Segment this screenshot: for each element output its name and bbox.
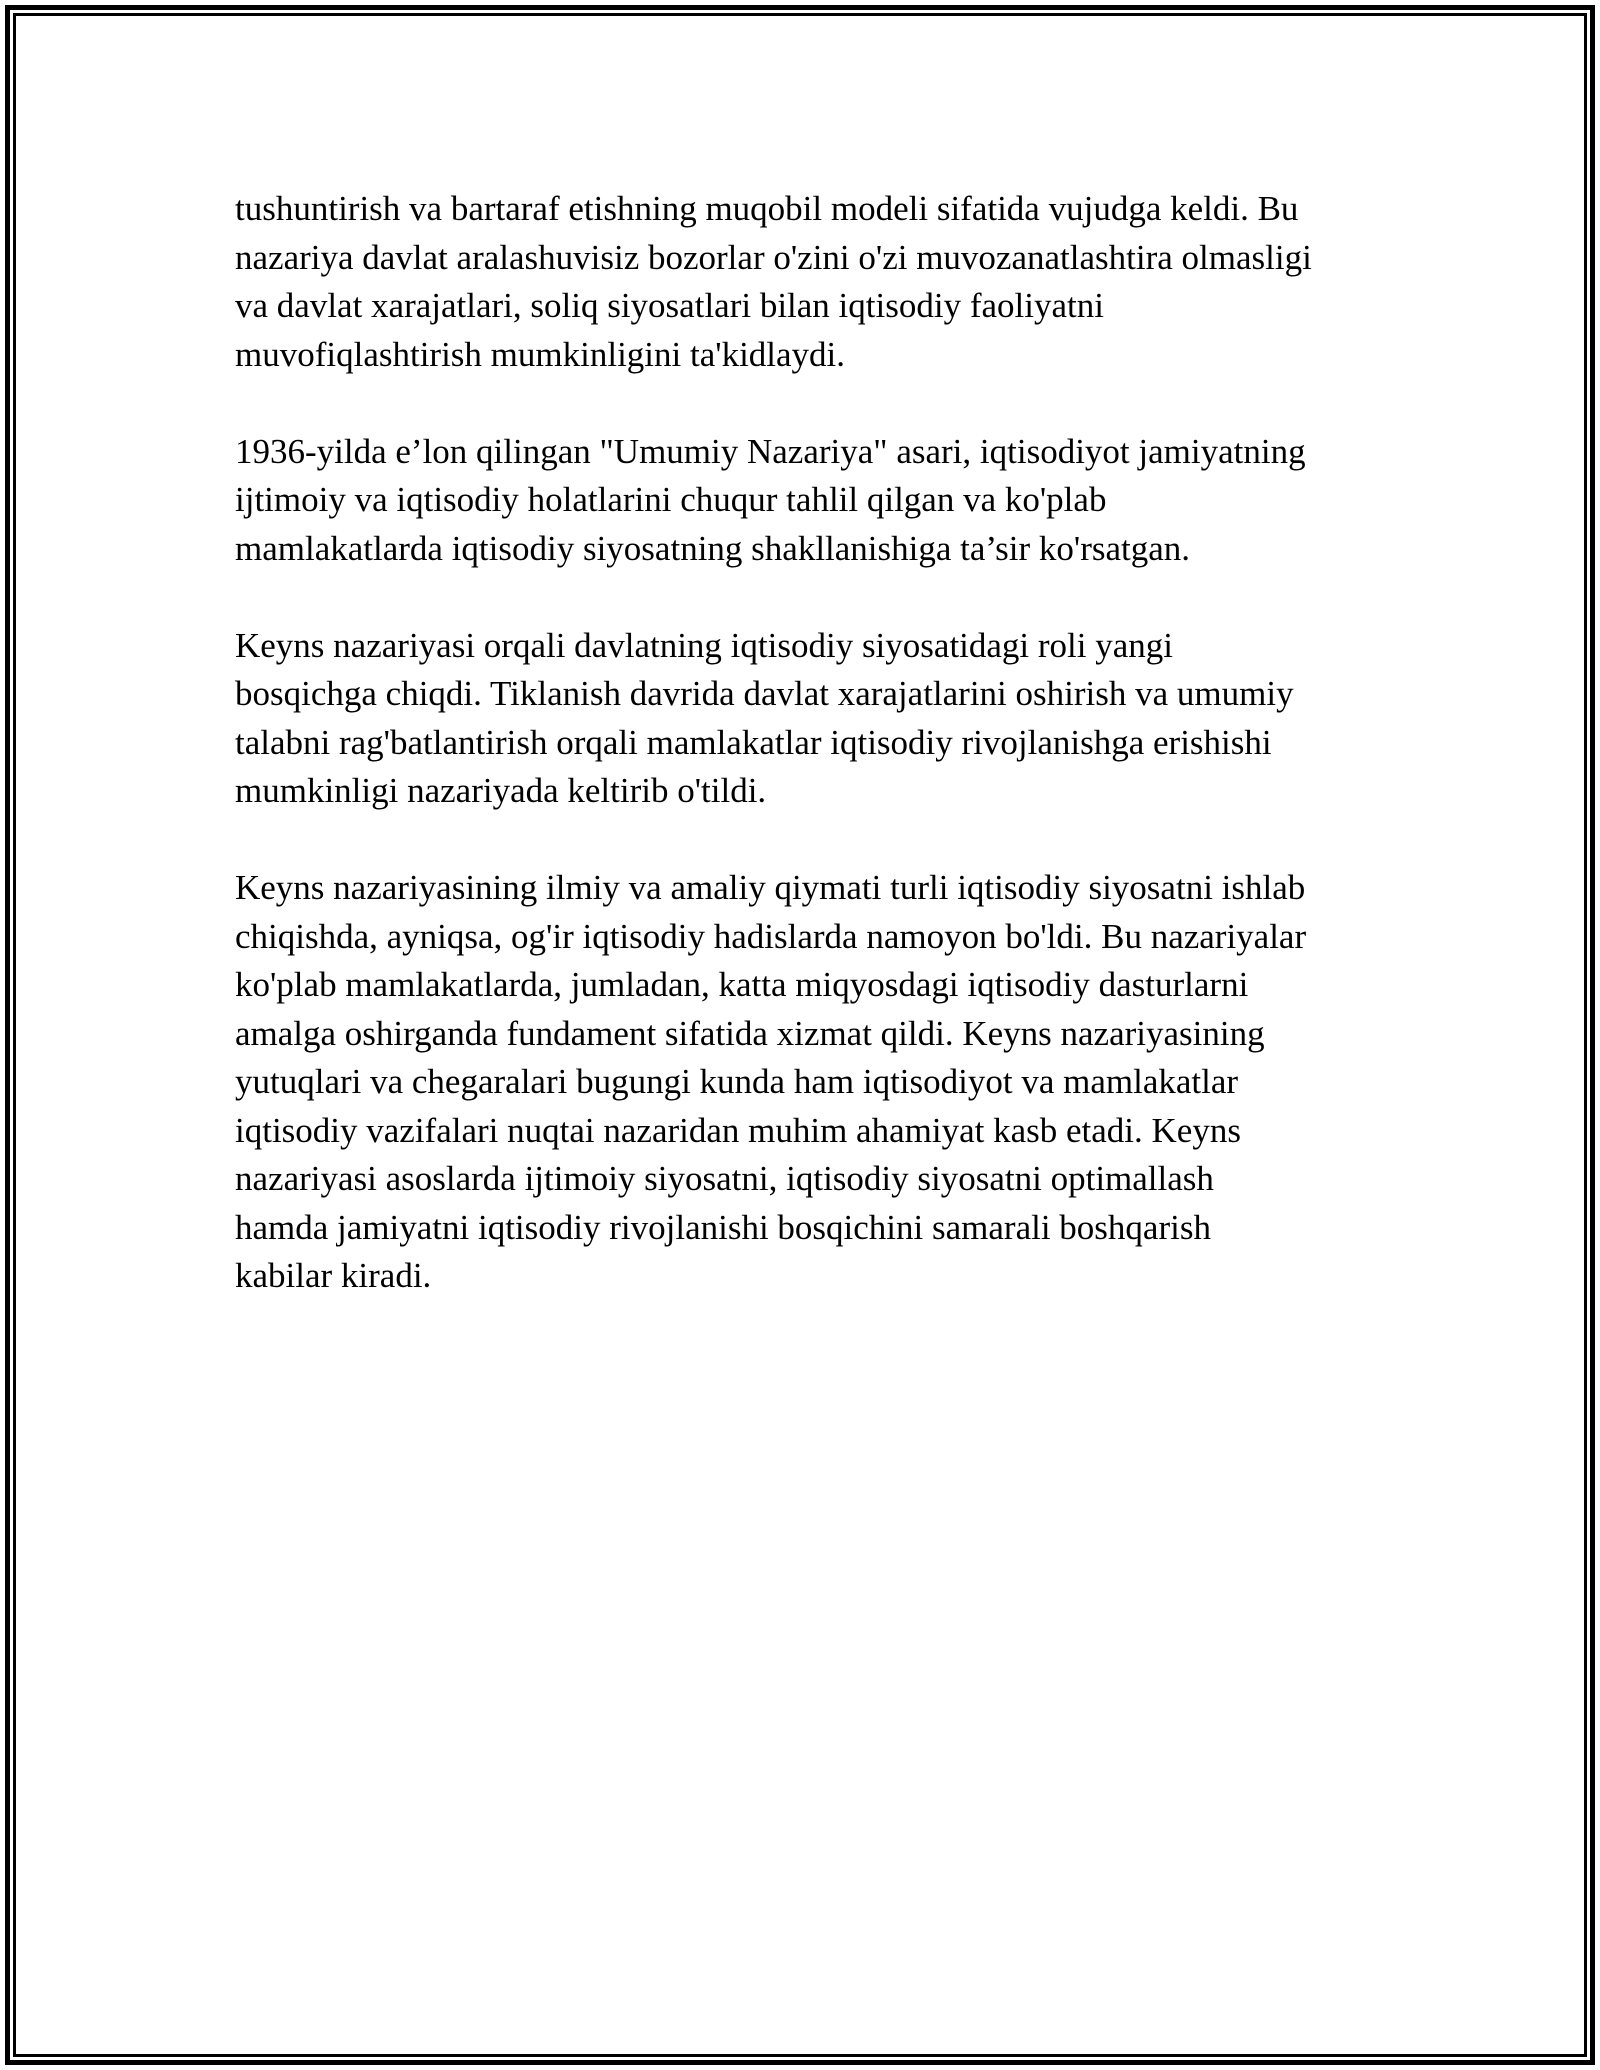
text-line: hamda jamiyatni iqtisodiy rivojlanishi bosqichini samarali boshqarish — [235, 1207, 1211, 1247]
text-line: amalga oshirganda fundament sifatida xizmat qildi. Keyns nazariyasining — [235, 1013, 1265, 1053]
text-line: mamlakatlarda iqtisodiy siyosatning shakllanishiga ta’sir ko'rsatgan. — [235, 528, 1191, 568]
text-line: ijtimoiy va iqtisodiy holatlarini chuqur tahlil qilgan va ko'plab — [235, 480, 1107, 519]
text-line: iqtisodiy vazifalari nuqtai nazaridan muhim ahamiyat kasb etadi. Keyns — [235, 1110, 1241, 1150]
paragraph-1 — [235, 185, 1395, 379]
text-line: talabni rag'batlantirish orqali mamlakatlar iqtisodiy rivojlanishga erishishi — [235, 722, 1272, 762]
paragraph-4 — [235, 864, 1395, 1301]
text-line: tushuntirish va bartaraf etishning muqobil modeli sifatida vujudga keldi. Bu — [235, 189, 1299, 228]
text-line: ko'plab mamlakatlarda, jumladan, katta miqyosdagi iqtisodiy dasturlarni — [235, 965, 1249, 1004]
text-line: bosqichga chiqdi. Tiklanish davrida davlat xarajatlarini oshirish va umumiy — [235, 674, 1294, 713]
text-line: Keyns nazariyasining ilmiy va amaliy qiymati turli iqtisodiy siyosatni ishlab — [235, 868, 1306, 907]
text-line: chiqishda, ayniqsa, og'ir iqtisodiy hadislarda namoyon bo'ldi. Bu nazariyalar — [235, 916, 1307, 956]
paragraph-2 — [235, 428, 1395, 574]
text-line: va davlat xarajatlari, soliq siyosatlari bilan iqtisodiy faoliyatni — [235, 286, 1104, 325]
text-line: mumkinligi nazariyada keltirib o'tildi. — [235, 771, 767, 810]
text-line: nazariyasi asoslarda ijtimoiy siyosatni, iqtisodiy siyosatni optimallash — [235, 1159, 1214, 1198]
paragraph-3 — [235, 622, 1395, 816]
text-line: Keyns nazariyasi orqali davlatning iqtisodiy siyosatidagi roli yangi — [235, 625, 1174, 665]
text-line: nazariya davlat aralashuvisiz bozorlar o'zini o'zi muvozanatlashtira olmasligi — [235, 237, 1312, 277]
document-body — [235, 185, 1395, 1349]
text-line: muvofiqlashtirish mumkinligini ta'kidlaydi. — [235, 334, 846, 374]
text-line: yutuqlari va chegaralari bugungi kunda ham iqtisodiyot va mamlakatlar — [235, 1062, 1239, 1101]
text-line: kabilar kiradi. — [235, 1256, 432, 1295]
text-line: 1936-yilda e’lon qilingan "Umumiy Nazariya" asari, iqtisodiyot jamiyatning — [235, 431, 1306, 471]
